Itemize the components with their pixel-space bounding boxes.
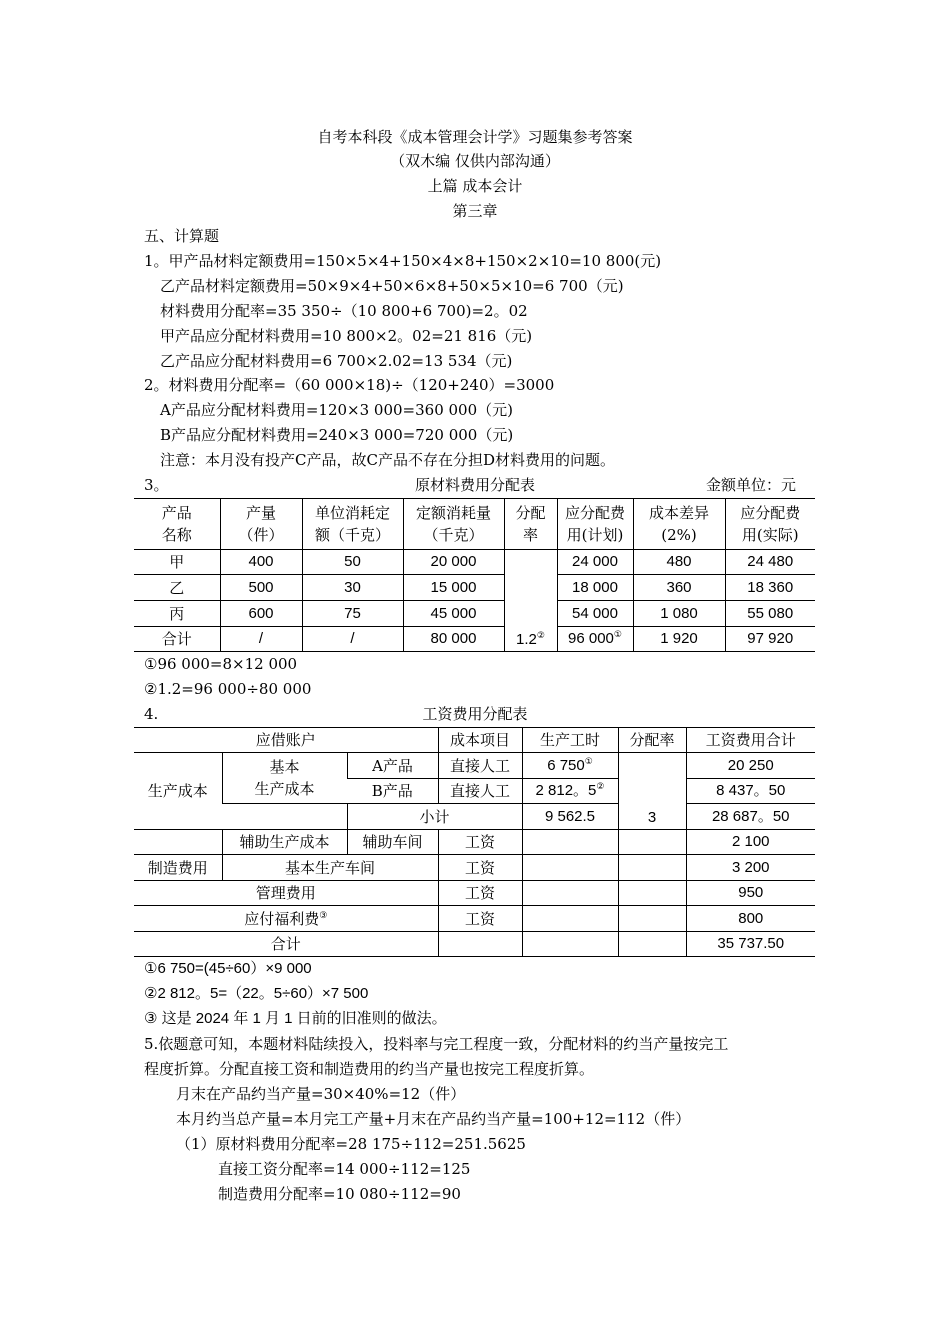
q3-amount-unit: 金额单位：元 xyxy=(706,476,797,494)
table-row xyxy=(134,855,815,881)
q5-line: 直接工资分配率=14 000÷112=125 xyxy=(218,1160,471,1178)
account-cell: 应付福利费③ xyxy=(134,906,438,932)
header-cell: 定额消耗量 （千克） xyxy=(403,499,504,550)
quantity-cell: 600 xyxy=(220,601,302,627)
header-cell: 应分配费 用(实际) xyxy=(725,499,815,550)
quantity-cell: / xyxy=(220,627,302,652)
cost-item-cell: 工资 xyxy=(438,830,522,855)
document-subtitle: （双木编 仅供内部沟通） xyxy=(390,152,560,170)
cost-variance-cell: 1 080 xyxy=(633,601,725,627)
header-cell: 成本项目 xyxy=(438,728,522,753)
cost-item-cell: 直接人工 xyxy=(438,779,522,804)
product-cell: A产品 xyxy=(347,753,438,779)
q5-line: 制造费用分配率=10 080÷112=90 xyxy=(218,1185,461,1203)
allocation-rate-cell: 1.2② xyxy=(504,550,557,652)
header-cell: 产品 名称 xyxy=(134,499,220,550)
actual-cost-cell: 24 480 xyxy=(725,550,815,575)
hours-cell: 6 750① xyxy=(522,753,618,779)
wage-total-cell: 2 100 xyxy=(686,830,815,855)
table-row xyxy=(134,906,815,932)
planned-cost-cell: 24 000 xyxy=(557,550,633,575)
table-subtotal-row xyxy=(134,804,815,830)
planned-cost-cell: 18 000 xyxy=(557,575,633,601)
table-row xyxy=(134,601,815,627)
chapter-heading: 第三章 xyxy=(452,202,498,220)
q2-line: 2。材料费用分配率=（60 000×18)÷（120+240）=3000 xyxy=(144,376,555,394)
actual-cost-cell: 18 360 xyxy=(725,575,815,601)
quantity-cell: 500 xyxy=(220,575,302,601)
q3-note: ②1.2=96 000÷80 000 xyxy=(144,680,312,698)
cost-variance-cell: 360 xyxy=(633,575,725,601)
q5-paragraph: 程度折算。分配直接工资和制造费用的约当产量也按完工程度折算。 xyxy=(144,1060,595,1078)
q5-line: （1）原材料费用分配率=28 175÷112=251.5625 xyxy=(176,1135,526,1153)
quota-consumption-cell: 20 000 xyxy=(403,550,504,575)
header-cell: 生产工时 xyxy=(522,728,618,753)
q2-line: A产品应分配材料费用=120×3 000=360 000（元) xyxy=(160,401,513,419)
hours-cell: 9 562.5 xyxy=(522,804,618,830)
cost-variance-cell: 1 920 xyxy=(633,627,725,652)
quota-consumption-cell: 45 000 xyxy=(403,601,504,627)
section-heading: 五、计算题 xyxy=(144,227,220,245)
unit-quota-cell: / xyxy=(302,627,403,652)
unit-quota-cell: 30 xyxy=(302,575,403,601)
part-heading: 上篇 成本会计 xyxy=(427,177,523,195)
planned-cost-cell: 54 000 xyxy=(557,601,633,627)
q5-paragraph: 5.依题意可知，本题材料陆续投入，投料率与完工程度一致，分配材料的约当产量按完工 xyxy=(144,1035,729,1053)
wage-total-cell: 28 687。50 xyxy=(686,804,815,830)
rate-cell: 3 xyxy=(618,753,686,830)
cost-item-cell: 直接人工 xyxy=(438,753,522,779)
hours-cell: 2 812。5② xyxy=(522,779,618,804)
table-row xyxy=(134,550,815,575)
wage-total-cell: 35 737.50 xyxy=(686,932,815,957)
unit-quota-cell: 75 xyxy=(302,601,403,627)
unit-quota-cell: 50 xyxy=(302,550,403,575)
table-row xyxy=(134,830,815,855)
total-label: 合计 xyxy=(134,932,438,957)
wage-total-cell: 8 437。50 xyxy=(686,779,815,804)
header-cell: 产量 （件） xyxy=(220,499,302,550)
cost-item-cell: 工资 xyxy=(438,855,522,881)
q2-line: B产品应分配材料费用=240×3 000=720 000（元) xyxy=(160,426,514,444)
material-cost-table xyxy=(134,498,815,652)
header-cell: 成本差异 (2%) xyxy=(633,499,725,550)
q1-line: 乙产品应分配材料费用=6 700×2.02=13 534（元) xyxy=(160,352,513,370)
header-cell: 应分配费 用(计划) xyxy=(557,499,633,550)
table-row xyxy=(134,753,815,779)
department-cell: 辅助车间 xyxy=(347,830,438,855)
account-cell: 制造费用 xyxy=(134,855,222,881)
account-cell: 生产成本 xyxy=(134,753,222,830)
product-name: 甲 xyxy=(134,550,220,575)
header-cell: 分配率 xyxy=(618,728,686,753)
q4-note: ③ 这是 2024 年 1 月 1 日前的旧准则的做法。 xyxy=(144,1010,447,1027)
header-cell: 工资费用合计 xyxy=(686,728,815,753)
actual-cost-cell: 55 080 xyxy=(725,601,815,627)
account-cell: 辅助生产成本 xyxy=(222,830,347,855)
table-total-row xyxy=(134,627,815,652)
q1-line: 材料费用分配率=35 350÷（10 800+6 700)=2。02 xyxy=(160,302,528,320)
table-header-row xyxy=(134,728,815,753)
wage-total-cell: 3 200 xyxy=(686,855,815,881)
product-name: 丙 xyxy=(134,601,220,627)
q4-number: 4. xyxy=(144,705,159,723)
planned-cost-cell: 96 000① xyxy=(557,627,633,652)
q5-line: 月末在产品约当产量=30×40%=12（件） xyxy=(176,1085,466,1103)
q4-table-title: 工资费用分配表 xyxy=(422,705,528,723)
table-row xyxy=(134,881,815,906)
wage-total-cell: 950 xyxy=(686,881,815,906)
document-title: 自考本科段《成本管理会计学》习题集参考答案 xyxy=(317,128,633,146)
quantity-cell: 400 xyxy=(220,550,302,575)
subtotal-label: 小计 xyxy=(347,804,522,830)
q2-note: 注意：本月没有投产C产品，故C产品不存在分担D材料费用的问题。 xyxy=(160,451,615,469)
department-cell: 基本生产车间 xyxy=(222,855,438,881)
cost-variance-cell: 480 xyxy=(633,550,725,575)
cost-item-cell: 工资 xyxy=(438,881,522,906)
q4-note: ①6 750=(45÷60）×9 000 xyxy=(144,960,312,977)
q1-line: 乙产品材料定额费用=50×9×4+50×6×8+50×5×10=6 700（元) xyxy=(160,277,624,295)
quota-consumption-cell: 80 000 xyxy=(403,627,504,652)
quota-consumption-cell: 15 000 xyxy=(403,575,504,601)
q1-line: 甲产品应分配材料费用=10 800×2。02=21 816（元) xyxy=(160,327,533,345)
q3-number: 3。 xyxy=(144,476,169,494)
header-cell: 分配 率 xyxy=(504,499,557,550)
header-cell: 单位消耗定 额（千克） xyxy=(302,499,403,550)
cost-item-cell: 工资 xyxy=(438,906,522,932)
account-cell: 管理费用 xyxy=(134,881,438,906)
table-row xyxy=(134,575,815,601)
table-total-row xyxy=(134,932,815,957)
q4-note: ②2 812。5=（22。5÷60）×7 500 xyxy=(144,985,369,1002)
wage-total-cell: 20 250 xyxy=(686,753,815,779)
total-label: 合计 xyxy=(134,627,220,652)
table-header-row xyxy=(134,499,815,550)
product-name: 乙 xyxy=(134,575,220,601)
account-cell: 基本 生产成本 xyxy=(222,753,347,804)
header-cell: 应借账户 xyxy=(134,728,438,753)
product-cell: B产品 xyxy=(347,779,438,804)
q1-line: 1。甲产品材料定额费用=150×5×4+150×4×8+150×2×10=10 800(元) xyxy=(144,252,662,270)
wage-total-cell: 800 xyxy=(686,906,815,932)
actual-cost-cell: 97 920 xyxy=(725,627,815,652)
q3-note: ①96 000=8×12 000 xyxy=(144,655,298,673)
q5-line: 本月约当总产量=本月完工产量+月末在产品约当产量=100+12=112（件） xyxy=(176,1110,691,1128)
wage-cost-table xyxy=(134,727,815,957)
q3-table-title: 原材料费用分配表 xyxy=(414,476,535,494)
